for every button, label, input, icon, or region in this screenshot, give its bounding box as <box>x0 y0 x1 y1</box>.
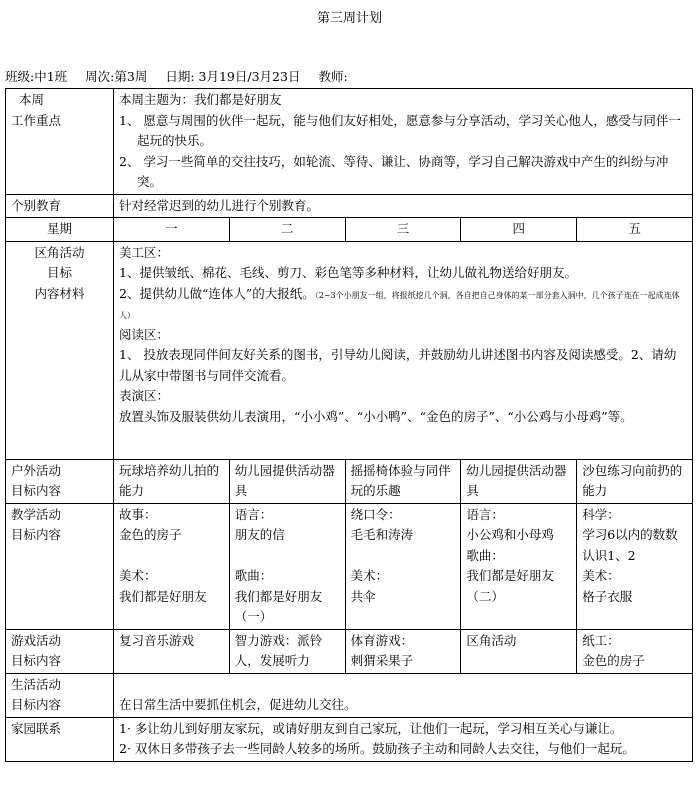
label: 教学活动 <box>11 506 62 522</box>
row-focus <box>6 89 693 195</box>
teaching-cell: 绕口令： 毛毛和涛涛 美术： 共伞 <box>345 503 461 629</box>
label: 目标内容 <box>11 653 62 668</box>
game-cell: 复习音乐游戏 <box>114 629 230 673</box>
teaching-cell: 科学： 学习6以内的数数 认识1、2 美术： 格子衣服 <box>577 503 693 629</box>
label: 目标内容 <box>11 527 62 542</box>
life-label <box>6 673 114 717</box>
individual-text: 针对经常迟到的幼儿进行个别教育。 <box>114 194 693 218</box>
perform-text: 放置头饰及服装供幼儿表演用，“小小鸡”、“小小鸭”、“金色的房子”、“小公鸡与小母鸡”等。 <box>119 408 633 424</box>
label: 目标内容 <box>11 483 62 498</box>
corner-label <box>6 241 114 459</box>
label: 户外活动 <box>11 462 62 478</box>
focus-item: 2、 学习一些简单的交往技巧，如轮流、等待、谦让、协商等，学习自己解决游戏中产生的纠纷与冲突。 <box>119 153 669 189</box>
game-cell: 体育游戏： 刺猬采果子 <box>345 629 461 673</box>
individual-label: 个别教育 <box>6 194 114 218</box>
date-info: 日期: 3月19日/3月23日 <box>165 69 301 84</box>
teaching-cell: 故事： 金色的房子 美术： 我们都是好朋友 <box>114 503 230 629</box>
weekday: 三 <box>345 218 461 242</box>
row-individual <box>6 194 693 218</box>
plan-meta <box>5 67 366 85</box>
label: 目标内容 <box>11 697 62 712</box>
outdoor-cell: 沙包练习向前扔的能力 <box>577 459 693 503</box>
weekday: 二 <box>229 218 345 242</box>
home-item: 1· 多让幼儿到好朋友家玩，或请好朋友到自己家玩，让他们一起玩，学习相互关心与谦让。 <box>119 720 623 736</box>
row-game <box>6 629 693 673</box>
home-label: 家园联系 <box>6 717 114 761</box>
focus-content <box>114 89 693 195</box>
class-info: 班级:中1班 <box>5 69 68 84</box>
label: 生活活动 <box>11 676 62 692</box>
teacher-info: 教师: <box>318 69 348 84</box>
row-life <box>6 673 693 717</box>
outdoor-cell: 幼儿园提供活动器具 <box>461 459 577 503</box>
row-outdoor <box>6 459 693 503</box>
reading-text: 1、 投放表现同伴间友好关系的图书，引导幼儿阅读，并鼓励幼儿讲述图书内容及阅读感受。2、请幼儿从家中带图书与同伴交流看。 <box>119 347 677 383</box>
outdoor-cell: 摇摇椅体验与同伴玩的乐趣 <box>345 459 461 503</box>
art-item: 1、提供皱纸、棉花、毛线、剪刀、彩色笔等多种材料，让幼儿做礼物送给好朋友。 <box>119 265 577 280</box>
teaching-cell: 语言： 小公鸡和小母鸡 歌曲： 我们都是好朋友（二） <box>461 503 577 629</box>
teaching-label <box>6 503 114 629</box>
focus-label <box>6 89 114 195</box>
label: 内容材料 <box>34 285 85 301</box>
row-home <box>6 717 693 761</box>
theme-text: 本周主题为：我们都是好朋友 <box>119 92 282 107</box>
label: 目标 <box>46 265 72 280</box>
home-content <box>114 717 693 761</box>
art-item: 2、提供幼儿做“连体人”的大报纸。 <box>119 285 315 301</box>
life-text: 在日常生活中要抓住机会，促进幼儿交往。 <box>114 673 693 717</box>
weekly-plan-table <box>5 88 693 762</box>
weekday-label: 星期 <box>6 218 114 242</box>
game-cell: 区角活动 <box>461 629 577 673</box>
reading-title: 阅读区： <box>119 326 170 342</box>
outdoor-cell: 幼儿园提供活动器具 <box>229 459 345 503</box>
focus-item: 1、 愿意与周围的伙伴一起玩，能与他们友好相处，愿意参与分享活动，学习关心他人，感受与同伴一起玩的快乐。 <box>119 112 681 148</box>
label: 工作重点 <box>11 112 62 128</box>
outdoor-label <box>6 459 114 503</box>
teaching-cell: 语言： 朋友的信 歌曲： 我们都是好朋友（一） <box>229 503 345 629</box>
game-label <box>6 629 114 673</box>
row-teaching <box>6 503 693 629</box>
weekday: 五 <box>577 218 693 242</box>
perform-title: 表演区： <box>119 388 170 403</box>
label: 区角活动 <box>34 244 85 260</box>
art-note: （2~3个小朋友一组，将报纸挖几个洞，各自把自己身体的某一部分套入洞中，几个孩子连在一起成连体人） <box>119 290 680 320</box>
corner-content <box>114 241 693 459</box>
weekday: 四 <box>461 218 577 242</box>
row-corner <box>6 241 693 459</box>
art-title: 美工区： <box>119 244 170 260</box>
home-item: 2· 双休日多带孩子去一些同龄人较多的场所。鼓励孩子主动和同龄人去交往，与他们一起玩。 <box>119 741 635 756</box>
document-title: 第三周计划 <box>316 11 382 26</box>
game-cell: 纸工： 金色的房子 <box>577 629 693 673</box>
outdoor-cell: 玩球培养幼儿拍的能力 <box>114 459 230 503</box>
label: 本周 <box>19 92 45 107</box>
row-weekdays <box>6 218 693 242</box>
label: 游戏活动 <box>11 632 62 648</box>
week-info: 周次:第3周 <box>85 69 148 84</box>
weekday: 一 <box>114 218 230 242</box>
game-cell: 智力游戏：派铃人，发展听力 <box>229 629 345 673</box>
